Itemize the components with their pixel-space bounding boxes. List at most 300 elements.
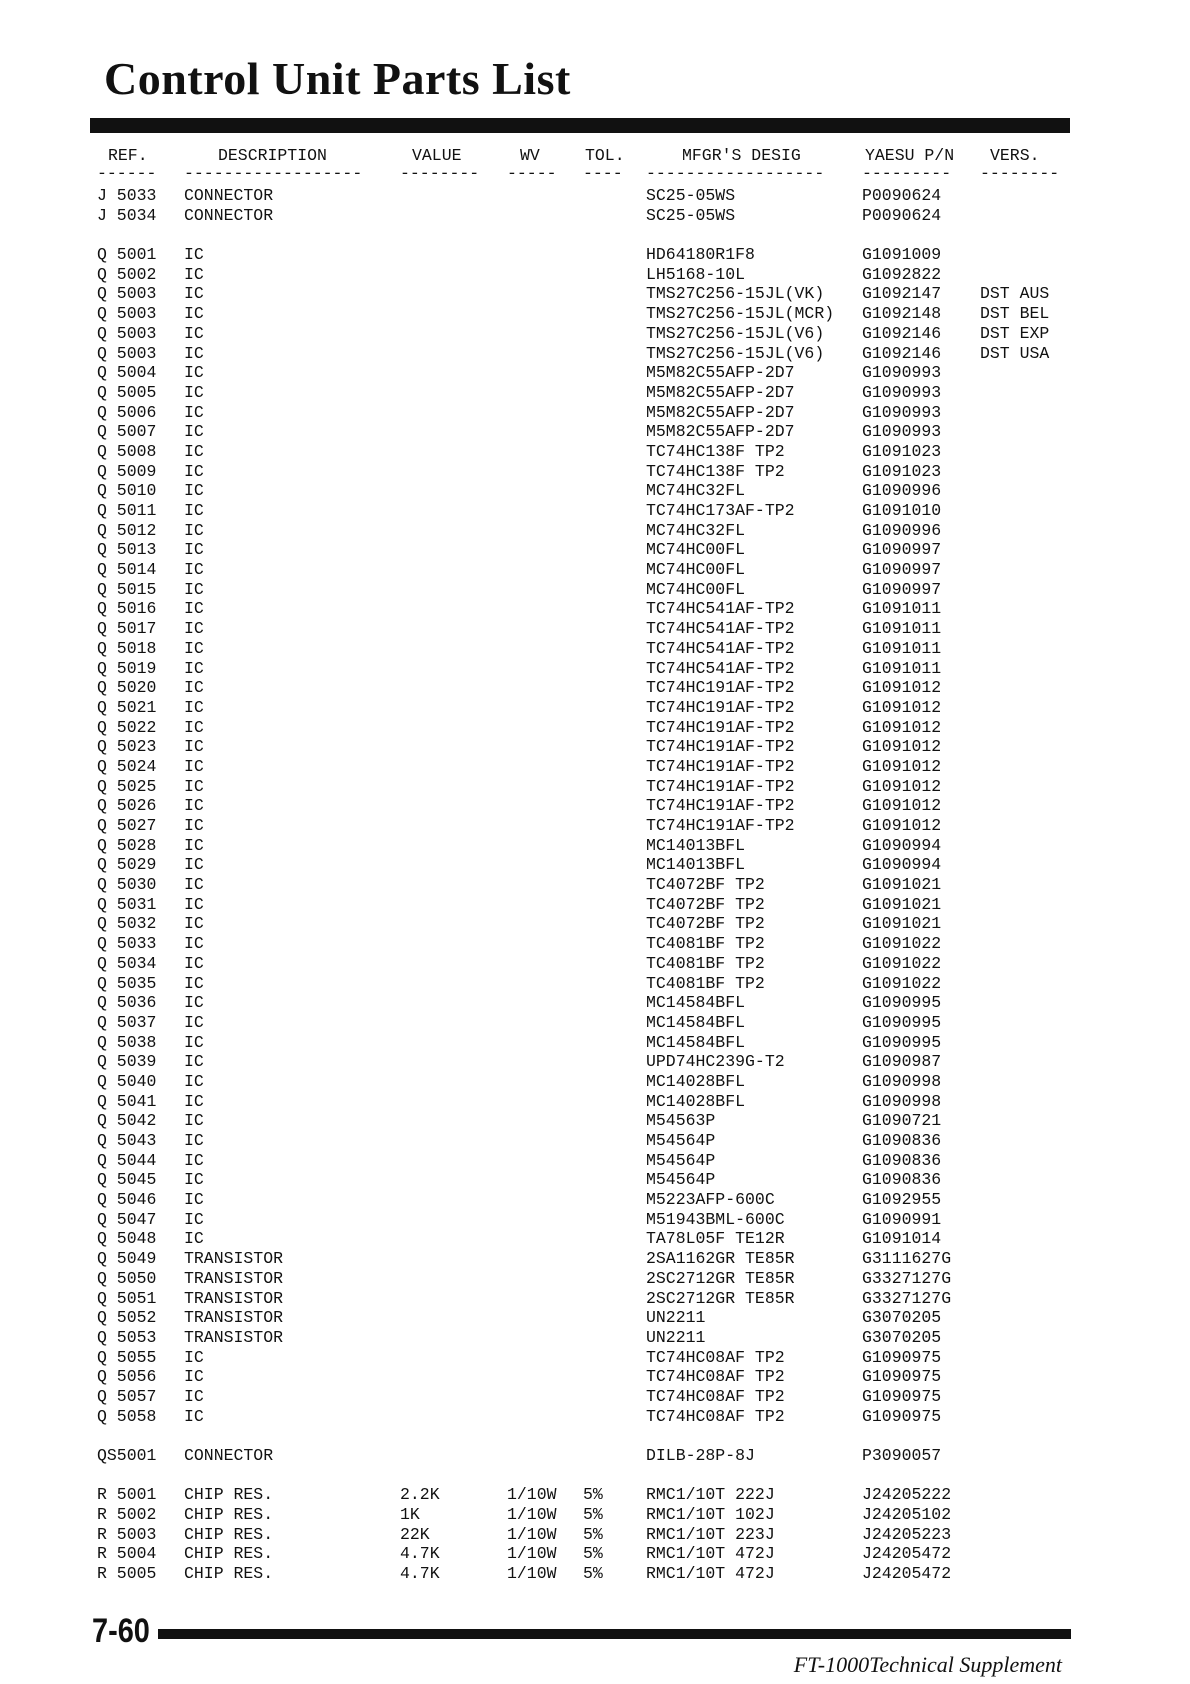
- cell-mfgr: M54563P: [646, 1111, 716, 1131]
- cell-mfgr: TC4081BF TP2: [646, 973, 765, 993]
- cell-version: DST AUS: [980, 284, 1050, 304]
- cell-part-number: G1092822: [862, 264, 942, 284]
- cell-description: CONNECTOR: [184, 205, 274, 225]
- cell-part-number: G3327127G: [862, 1288, 952, 1308]
- table-row: [0, 1505, 1190, 1525]
- table-row: [0, 875, 1190, 895]
- cell-description: IC: [184, 894, 204, 914]
- table-row: [0, 1111, 1190, 1131]
- cell-mfgr: TC74HC191AF-TP2: [646, 776, 795, 796]
- cell-ref: Q 5020: [97, 678, 157, 698]
- cell-mfgr: MC14584BFL: [646, 1012, 746, 1032]
- table-row: [0, 304, 1190, 324]
- cell-description: IC: [184, 363, 204, 383]
- dash-tol: ----: [583, 164, 623, 183]
- table-row: [0, 737, 1190, 757]
- cell-ref: Q 5058: [97, 1406, 157, 1426]
- cell-ref: Q 5005: [97, 382, 157, 402]
- cell-part-number: G1091011: [862, 599, 942, 619]
- cell-ref: Q 5024: [97, 756, 157, 776]
- cell-description: IC: [184, 1111, 204, 1131]
- cell-value: 2.2K: [400, 1485, 440, 1505]
- cell-ref: Q 5031: [97, 894, 157, 914]
- cell-ref: Q 5039: [97, 1052, 157, 1072]
- table-row: [0, 639, 1190, 659]
- cell-ref: Q 5009: [97, 461, 157, 481]
- table-row: [0, 934, 1190, 954]
- cell-ref: Q 5035: [97, 973, 157, 993]
- cell-mfgr: M54564P: [646, 1150, 716, 1170]
- cell-ref: Q 5030: [97, 875, 157, 895]
- cell-ref: R 5002: [97, 1505, 157, 1525]
- cell-mfgr: TC74HC191AF-TP2: [646, 796, 795, 816]
- cell-part-number: G3070205: [862, 1327, 942, 1347]
- table-row: [0, 1446, 1190, 1466]
- cell-mfgr: MC74HC00FL: [646, 579, 746, 599]
- cell-mfgr: TC74HC08AF TP2: [646, 1347, 785, 1367]
- cell-ref: Q 5049: [97, 1249, 157, 1269]
- cell-mfgr: 2SC2712GR TE85R: [646, 1288, 795, 1308]
- cell-ref: R 5003: [97, 1524, 157, 1544]
- cell-ref: Q 5018: [97, 638, 157, 658]
- cell-ref: Q 5029: [97, 855, 157, 875]
- cell-description: IC: [184, 1150, 204, 1170]
- cell-ref: Q 5003: [97, 304, 157, 324]
- cell-description: IC: [184, 953, 204, 973]
- table-row: [0, 1229, 1190, 1249]
- cell-ref: Q 5055: [97, 1347, 157, 1367]
- cell-description: IC: [184, 973, 204, 993]
- cell-part-number: G1091022: [862, 973, 942, 993]
- page-number: 7-60: [92, 1612, 150, 1650]
- table-row: [0, 659, 1190, 679]
- cell-description: IC: [184, 1071, 204, 1091]
- cell-mfgr: M5M82C55AFP-2D7: [646, 363, 795, 383]
- cell-mfgr: TC74HC191AF-TP2: [646, 678, 795, 698]
- cell-mfgr: LH5168-10L: [646, 264, 746, 284]
- cell-mfgr: MC14013BFL: [646, 835, 746, 855]
- cell-ref: Q 5003: [97, 323, 157, 343]
- cell-mfgr: TC4081BF TP2: [646, 953, 765, 973]
- cell-part-number: G1090975: [862, 1347, 942, 1367]
- cell-description: IC: [184, 1406, 204, 1426]
- cell-part-number: G1090996: [862, 481, 942, 501]
- cell-ref: Q 5034: [97, 953, 157, 973]
- cell-ref: R 5001: [97, 1485, 157, 1505]
- cell-part-number: G1090975: [862, 1406, 942, 1426]
- cell-ref: Q 5040: [97, 1071, 157, 1091]
- table-row: [0, 324, 1190, 344]
- cell-version: DST BEL: [980, 304, 1050, 324]
- cell-value: 22K: [400, 1524, 430, 1544]
- cell-mfgr: M54564P: [646, 1170, 716, 1190]
- cell-mfgr: MC14584BFL: [646, 1032, 746, 1052]
- cell-part-number: G1090995: [862, 1032, 942, 1052]
- header-underline: [0, 164, 1190, 183]
- cell-mfgr: RMC1/10T 223J: [646, 1524, 775, 1544]
- cell-ref: Q 5052: [97, 1308, 157, 1328]
- cell-part-number: G1091012: [862, 816, 942, 835]
- cell-ref: Q 5011: [97, 501, 157, 520]
- cell-part-number: G1091012: [862, 796, 942, 816]
- cell-mfgr: SC25-05WS: [646, 186, 736, 205]
- cell-ref: Q 5056: [97, 1367, 157, 1387]
- cell-part-number: G1090975: [862, 1386, 942, 1406]
- cell-part-number: G1090997: [862, 540, 942, 560]
- cell-ref: Q 5013: [97, 540, 157, 560]
- cell-ref: Q 5053: [97, 1327, 157, 1347]
- table-row: [0, 1525, 1190, 1545]
- cell-ref: Q 5051: [97, 1288, 157, 1308]
- cell-ref: Q 5007: [97, 422, 157, 442]
- cell-part-number: G1090993: [862, 363, 942, 383]
- cell-part-number: G1092955: [862, 1190, 942, 1210]
- table-row: [0, 974, 1190, 994]
- cell-part-number: G1091009: [862, 245, 942, 265]
- cell-part-number: G1090836: [862, 1150, 942, 1170]
- cell-mfgr: TC74HC138F TP2: [646, 441, 785, 461]
- cell-part-number: J24205472: [862, 1564, 952, 1584]
- table-row: [0, 619, 1190, 639]
- table-row: [0, 1151, 1190, 1171]
- cell-description: IC: [184, 717, 204, 737]
- parts-table-body: [0, 186, 1190, 1584]
- cell-description: IC: [184, 599, 204, 619]
- cell-part-number: G1090993: [862, 422, 942, 442]
- cell-mfgr: M5M82C55AFP-2D7: [646, 402, 795, 422]
- table-row: [0, 580, 1190, 600]
- cell-description: CONNECTOR: [184, 1446, 274, 1465]
- cell-part-number: J24205102: [862, 1505, 952, 1525]
- table-row: [0, 718, 1190, 738]
- cell-part-number: G1092146: [862, 323, 942, 343]
- cell-mfgr: SC25-05WS: [646, 205, 736, 225]
- table-row: [0, 265, 1190, 285]
- table-row: [0, 521, 1190, 541]
- cell-part-number: G1092147: [862, 284, 942, 304]
- table-row: [0, 481, 1190, 501]
- cell-part-number: G1091012: [862, 737, 942, 757]
- cell-mfgr: TMS27C256-15JL(V6): [646, 343, 825, 363]
- cell-ref: Q 5047: [97, 1209, 157, 1229]
- table-header: [0, 146, 1190, 166]
- cell-tol: 5%: [583, 1505, 603, 1525]
- cell-ref: Q 5044: [97, 1150, 157, 1170]
- cell-part-number: J24205222: [862, 1485, 952, 1505]
- cell-mfgr: MC14028BFL: [646, 1071, 746, 1091]
- cell-wv: 1/10W: [507, 1564, 557, 1584]
- cell-description: TRANSISTOR: [184, 1327, 284, 1347]
- cell-description: IC: [184, 796, 204, 816]
- cell-wv: 1/10W: [507, 1505, 557, 1525]
- cell-description: IC: [184, 1386, 204, 1406]
- cell-description: IC: [184, 619, 204, 639]
- table-row: [0, 954, 1190, 974]
- cell-mfgr: TC4072BF TP2: [646, 875, 765, 895]
- cell-description: IC: [184, 914, 204, 934]
- table-row: [0, 403, 1190, 423]
- cell-part-number: G1092148: [862, 304, 942, 324]
- cell-part-number: P0090624: [862, 205, 942, 225]
- cell-ref: Q 5008: [97, 441, 157, 461]
- cell-part-number: G1091021: [862, 894, 942, 914]
- table-row: [0, 757, 1190, 777]
- cell-mfgr: RMC1/10T 472J: [646, 1564, 775, 1584]
- cell-part-number: G1090721: [862, 1111, 942, 1131]
- title-rule: [90, 118, 1070, 133]
- cell-ref: R 5005: [97, 1564, 157, 1584]
- cell-part-number: G1090836: [862, 1170, 942, 1190]
- cell-description: IC: [184, 343, 204, 363]
- table-row: [0, 1170, 1190, 1190]
- cell-ref: Q 5017: [97, 619, 157, 639]
- cell-part-number: G1091023: [862, 461, 942, 481]
- table-row: [0, 1308, 1190, 1328]
- table-row: [0, 777, 1190, 797]
- cell-mfgr: UN2211: [646, 1327, 706, 1347]
- cell-mfgr: UPD74HC239G-T2: [646, 1052, 785, 1072]
- cell-part-number: G1090993: [862, 402, 942, 422]
- cell-description: CHIP RES.: [184, 1524, 274, 1544]
- table-row: [0, 1269, 1190, 1289]
- dash-version: --------: [980, 164, 1060, 183]
- cell-part-number: G1091012: [862, 776, 942, 796]
- cell-mfgr: TC4072BF TP2: [646, 914, 765, 934]
- cell-part-number: G1092146: [862, 343, 942, 363]
- table-row: [0, 678, 1190, 698]
- cell-description: IC: [184, 993, 204, 1013]
- cell-description: IC: [184, 264, 204, 284]
- header-value: VALUE: [412, 146, 462, 165]
- cell-description: IC: [184, 481, 204, 501]
- cell-ref: Q 5021: [97, 697, 157, 717]
- cell-ref: Q 5016: [97, 599, 157, 619]
- cell-part-number: G1091023: [862, 441, 942, 461]
- table-row: [0, 796, 1190, 816]
- table-row: [0, 344, 1190, 364]
- cell-part-number: P3090057: [862, 1446, 942, 1465]
- cell-ref: Q 5036: [97, 993, 157, 1013]
- cell-part-number: G1090998: [862, 1071, 942, 1091]
- cell-ref: Q 5032: [97, 914, 157, 934]
- table-row: [0, 914, 1190, 934]
- cell-description: IC: [184, 1131, 204, 1150]
- cell-mfgr: MC74HC00FL: [646, 540, 746, 560]
- cell-part-number: G1090987: [862, 1052, 942, 1072]
- cell-ref: Q 5042: [97, 1111, 157, 1131]
- cell-description: IC: [184, 1052, 204, 1072]
- cell-mfgr: RMC1/10T 102J: [646, 1505, 775, 1525]
- table-row: [0, 1190, 1190, 1210]
- table-row: [0, 206, 1190, 226]
- cell-tol: 5%: [583, 1544, 603, 1564]
- cell-ref: Q 5050: [97, 1268, 157, 1288]
- cell-description: IC: [184, 875, 204, 895]
- cell-mfgr: TC4072BF TP2: [646, 894, 765, 914]
- table-row: [0, 1052, 1190, 1072]
- cell-ref: Q 5057: [97, 1386, 157, 1406]
- cell-part-number: G1090836: [862, 1131, 942, 1150]
- header-mfgr: MFGR'S DESIG: [682, 146, 801, 165]
- cell-ref: Q 5022: [97, 717, 157, 737]
- table-row: [0, 186, 1190, 206]
- cell-part-number: G1091022: [862, 934, 942, 954]
- footer-rule: [158, 1629, 1071, 1639]
- table-row: [0, 383, 1190, 403]
- table-row: [0, 836, 1190, 856]
- table-row: [0, 363, 1190, 383]
- cell-description: IC: [184, 284, 204, 304]
- cell-part-number: G1090998: [862, 1091, 942, 1111]
- cell-mfgr: TC74HC191AF-TP2: [646, 697, 795, 717]
- table-row: [0, 1544, 1190, 1564]
- dash-description: ------------------: [184, 164, 363, 183]
- table-row: [0, 501, 1190, 521]
- cell-mfgr: M54564P: [646, 1131, 716, 1150]
- cell-mfgr: MC74HC00FL: [646, 560, 746, 580]
- cell-description: IC: [184, 1032, 204, 1052]
- cell-mfgr: M5M82C55AFP-2D7: [646, 382, 795, 402]
- cell-description: TRANSISTOR: [184, 1268, 284, 1288]
- cell-ref: Q 5019: [97, 658, 157, 678]
- cell-description: IC: [184, 245, 204, 265]
- cell-part-number: G1090995: [862, 1012, 942, 1032]
- table-row: [0, 560, 1190, 580]
- header-ref: REF.: [108, 146, 148, 165]
- cell-ref: Q 5010: [97, 481, 157, 501]
- cell-tol: 5%: [583, 1564, 603, 1584]
- table-row: [0, 1348, 1190, 1368]
- cell-ref: Q 5006: [97, 402, 157, 422]
- cell-ref: Q 5038: [97, 1032, 157, 1052]
- cell-description: IC: [184, 1229, 204, 1249]
- table-row: [0, 245, 1190, 265]
- dash-mfgr: ------------------: [646, 164, 825, 183]
- cell-description: IC: [184, 638, 204, 658]
- cell-mfgr: TMS27C256-15JL(MCR): [646, 304, 835, 324]
- cell-description: IC: [184, 934, 204, 954]
- cell-part-number: P0090624: [862, 186, 942, 205]
- table-row: [0, 1485, 1190, 1505]
- cell-part-number: J24205223: [862, 1524, 952, 1544]
- table-row: [0, 1564, 1190, 1584]
- cell-mfgr: TC74HC541AF-TP2: [646, 619, 795, 639]
- cell-description: IC: [184, 441, 204, 461]
- cell-description: IC: [184, 835, 204, 855]
- table-row: [0, 1249, 1190, 1269]
- cell-mfgr: MC74HC32FL: [646, 481, 746, 501]
- cell-description: IC: [184, 422, 204, 442]
- cell-mfgr: RMC1/10T 472J: [646, 1544, 775, 1564]
- header-part-number: YAESU P/N: [865, 146, 955, 165]
- cell-ref: Q 5004: [97, 363, 157, 383]
- cell-part-number: G1091021: [862, 914, 942, 934]
- cell-ref: Q 5002: [97, 264, 157, 284]
- cell-description: IC: [184, 501, 204, 520]
- header-tol: TOL.: [585, 146, 625, 165]
- cell-ref: Q 5048: [97, 1229, 157, 1249]
- row-gap: [0, 1466, 1190, 1486]
- cell-ref: Q 5003: [97, 343, 157, 363]
- dash-part-number: ---------: [862, 164, 952, 183]
- table-row: [0, 599, 1190, 619]
- cell-mfgr: UN2211: [646, 1308, 706, 1328]
- cell-part-number: G1091012: [862, 678, 942, 698]
- cell-part-number: G1091011: [862, 658, 942, 678]
- cell-version: DST USA: [980, 343, 1050, 363]
- row-gap: [0, 1426, 1190, 1446]
- cell-part-number: G1090996: [862, 520, 942, 540]
- table-row: [0, 462, 1190, 482]
- cell-description: IC: [184, 1170, 204, 1190]
- header-wv: WV: [520, 146, 540, 165]
- cell-mfgr: 2SA1162GR TE85R: [646, 1249, 795, 1269]
- cell-mfgr: TC74HC191AF-TP2: [646, 756, 795, 776]
- cell-mfgr: MC14013BFL: [646, 855, 746, 875]
- cell-ref: Q 5023: [97, 737, 157, 757]
- footer-text: FT-1000Technical Supplement: [793, 1652, 1062, 1677]
- cell-description: CHIP RES.: [184, 1564, 274, 1584]
- cell-mfgr: TC74HC191AF-TP2: [646, 737, 795, 757]
- cell-part-number: G1091012: [862, 717, 942, 737]
- cell-ref: J 5033: [97, 186, 157, 205]
- cell-part-number: G1090994: [862, 835, 942, 855]
- cell-mfgr: TC74HC541AF-TP2: [646, 658, 795, 678]
- table-row: [0, 895, 1190, 915]
- cell-mfgr: TC4081BF TP2: [646, 934, 765, 954]
- cell-wv: 1/10W: [507, 1485, 557, 1505]
- table-row: [0, 284, 1190, 304]
- cell-mfgr: TC74HC173AF-TP2: [646, 501, 795, 520]
- cell-part-number: G3070205: [862, 1308, 942, 1328]
- cell-mfgr: M5223AFP-600C: [646, 1190, 775, 1210]
- cell-description: IC: [184, 560, 204, 580]
- cell-description: TRANSISTOR: [184, 1308, 284, 1328]
- dash-value: --------: [400, 164, 480, 183]
- cell-description: IC: [184, 520, 204, 540]
- cell-description: CONNECTOR: [184, 186, 274, 205]
- cell-description: IC: [184, 1091, 204, 1111]
- cell-description: CHIP RES.: [184, 1505, 274, 1525]
- cell-part-number: G1090991: [862, 1209, 942, 1229]
- cell-mfgr: TC74HC541AF-TP2: [646, 638, 795, 658]
- cell-part-number: G1090993: [862, 382, 942, 402]
- cell-part-number: G1090994: [862, 855, 942, 875]
- cell-ref: Q 5028: [97, 835, 157, 855]
- cell-value: 4.7K: [400, 1564, 440, 1584]
- table-row: [0, 1033, 1190, 1053]
- cell-mfgr: TC74HC541AF-TP2: [646, 599, 795, 619]
- cell-description: IC: [184, 1347, 204, 1367]
- cell-ref: J 5034: [97, 205, 157, 225]
- cell-description: IC: [184, 402, 204, 422]
- cell-description: IC: [184, 658, 204, 678]
- cell-description: TRANSISTOR: [184, 1249, 284, 1269]
- cell-mfgr: M5M82C55AFP-2D7: [646, 422, 795, 442]
- table-row: [0, 1367, 1190, 1387]
- cell-mfgr: MC14584BFL: [646, 993, 746, 1013]
- cell-mfgr: TA78L05F TE12R: [646, 1229, 785, 1249]
- cell-tol: 5%: [583, 1524, 603, 1544]
- cell-description: CHIP RES.: [184, 1544, 274, 1564]
- cell-ref: Q 5026: [97, 796, 157, 816]
- table-row: [0, 993, 1190, 1013]
- cell-value: 1K: [400, 1505, 420, 1525]
- cell-mfgr: M51943BML-600C: [646, 1209, 785, 1229]
- cell-description: IC: [184, 697, 204, 717]
- table-row: [0, 1387, 1190, 1407]
- cell-part-number: G1091010: [862, 501, 942, 520]
